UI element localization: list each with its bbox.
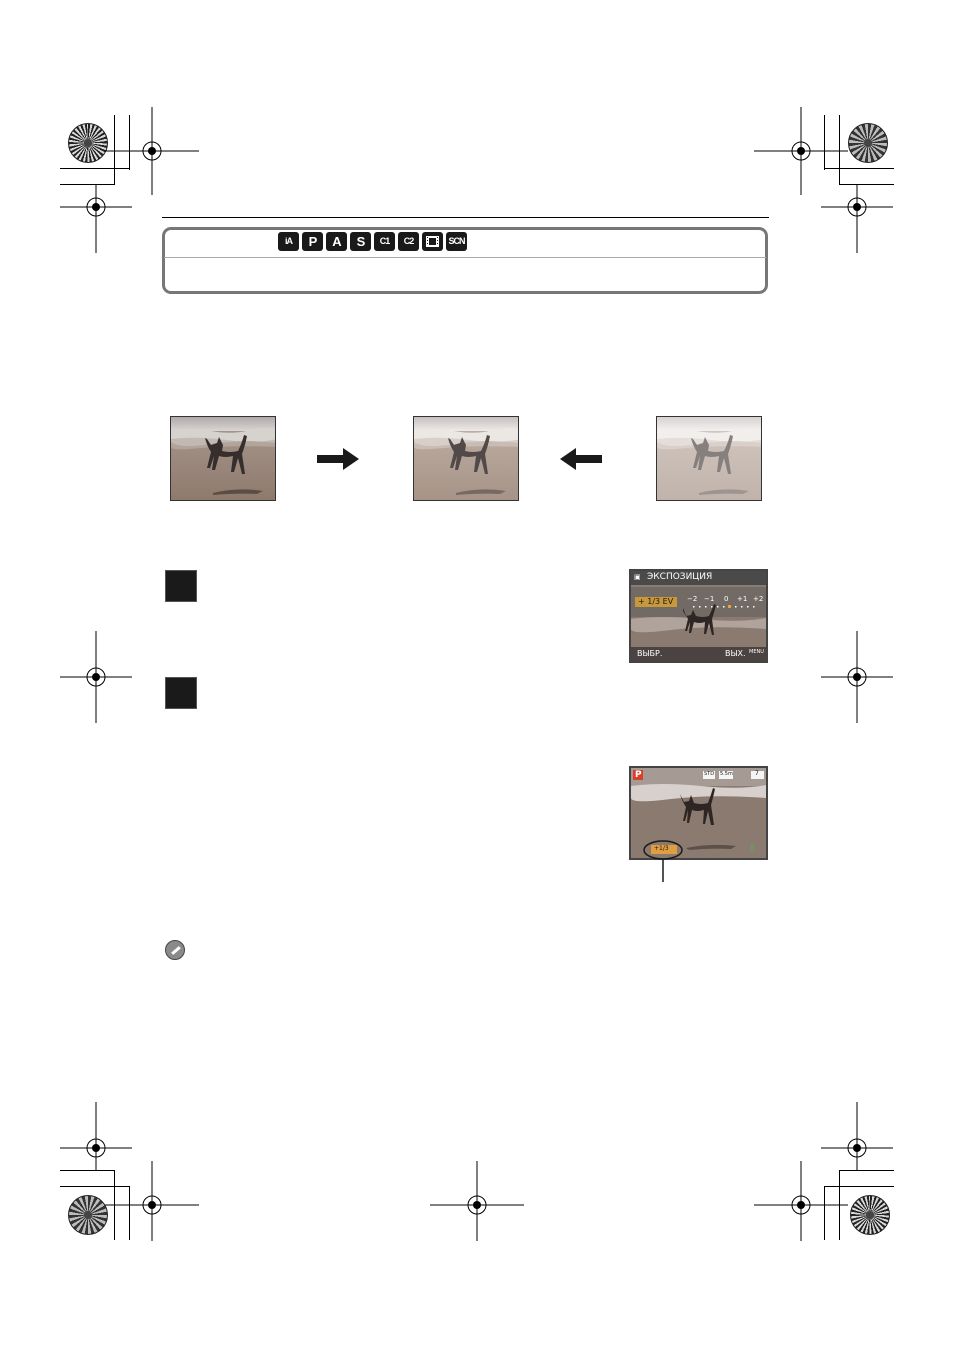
scene-mode-icon: SCN bbox=[446, 232, 467, 251]
battery-icon: 7 bbox=[755, 770, 759, 777]
ev-value: + 1/3 EV bbox=[638, 597, 674, 606]
ev-scale-label: −1 bbox=[704, 595, 715, 603]
remaining-shots: 8 bbox=[750, 844, 756, 853]
program-mode-icon: P bbox=[302, 232, 323, 251]
custom2-mode-icon: C2 bbox=[398, 232, 419, 251]
photo-overexposed bbox=[656, 416, 762, 501]
shutter-mode-icon: S bbox=[350, 232, 371, 251]
crosshair-icon bbox=[60, 1102, 132, 1170]
crosshair-icon bbox=[821, 1102, 893, 1170]
exit-label: ВЫХ. bbox=[725, 649, 746, 658]
program-mode-badge: P bbox=[635, 770, 642, 780]
custom1-mode-icon: C1 bbox=[374, 232, 395, 251]
photo-compensated bbox=[413, 416, 519, 501]
crosshair-icon bbox=[60, 185, 132, 253]
aperture-mode-icon: A bbox=[326, 232, 347, 251]
arrow-left-icon bbox=[560, 448, 602, 470]
menu-button-label: MENU bbox=[749, 649, 764, 655]
mode-box-divider bbox=[164, 257, 766, 258]
quality-icon: STD bbox=[704, 771, 715, 777]
exposure-menu-screen bbox=[629, 569, 768, 663]
photo-underexposed bbox=[170, 416, 276, 501]
ev-indicator: +1/3 bbox=[654, 845, 669, 852]
ev-scale-label: −2 bbox=[687, 595, 698, 603]
picture-size-icon: 5.5m bbox=[720, 771, 733, 777]
ev-callout bbox=[640, 838, 690, 886]
intelligent-auto-mode-icon: iA bbox=[278, 232, 299, 251]
arrow-right-icon bbox=[317, 448, 359, 470]
step-2-box bbox=[165, 677, 197, 709]
menu-title-icon: ▣ bbox=[634, 573, 641, 581]
select-label: ВЫБР. bbox=[637, 649, 663, 658]
movie-mode-icon bbox=[422, 232, 443, 251]
mode-icon-row bbox=[278, 232, 467, 251]
header-rule bbox=[162, 217, 769, 218]
ev-scale-label: 0 bbox=[724, 595, 729, 603]
step-1-box bbox=[165, 570, 197, 602]
ev-scale-label: +1 bbox=[737, 595, 748, 603]
ev-scale-label: +2 bbox=[753, 595, 764, 603]
crosshair-icon bbox=[821, 185, 893, 253]
note-pencil-icon bbox=[165, 940, 185, 960]
menu-title: ЭКСПОЗИЦИЯ bbox=[647, 572, 713, 582]
